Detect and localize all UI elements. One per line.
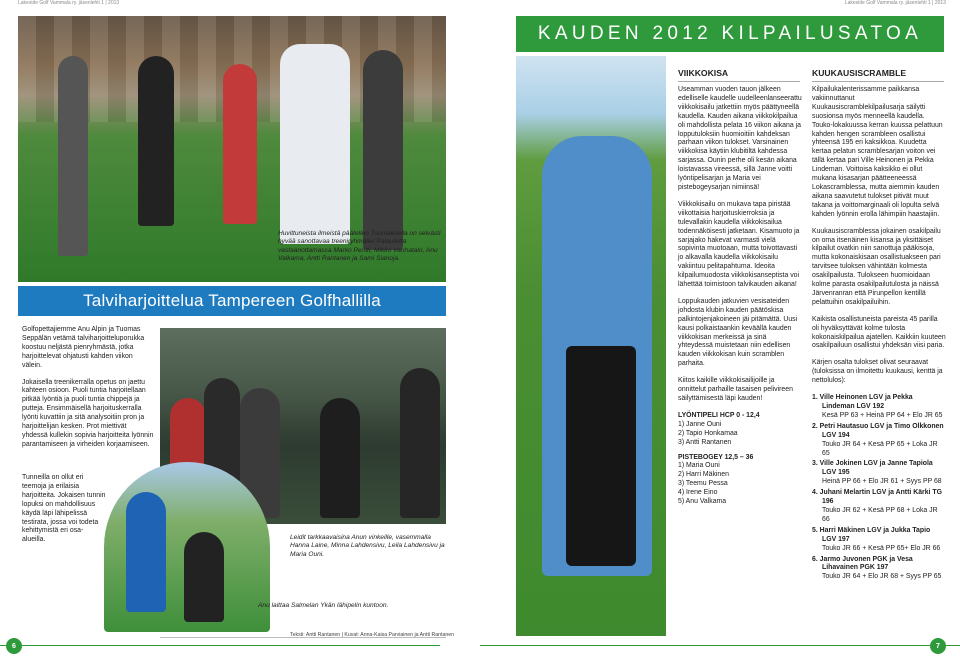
viikkokisa-paragraph-1: Useamman vuoden tauon jälkeen edelliselle kaudelle uudelleenlanseerattu viikkokisailu jatkettiin myös päättyneellä kaudella. Kauden aikana viikkokilpailua oli mahdollista pelata 16 viikon aikana ja lopputuloksiin huomioitiin kahdeksan parhaan viikon tulokset. Varsinainen viikkokisa käytiin klubitiltä kahdessa sarjassa. Ounin perhe oli kesän aikana loistavassa vireessä, sillä Janne voitti lyöntipelisarjan ja Maria vei pistebogeysarjan nimiinsä! [678, 86, 802, 191]
article-body [22, 326, 154, 458]
lyontipeli-heading: LYÖNTIPELI HCP 0 - 12,4 [678, 411, 760, 419]
result-item: 2) Harri Mäkinen [678, 471, 729, 479]
result-detail: Heinä PP 66 + Elo JR 61 + Syys PP 68 [822, 478, 942, 486]
result-item: 2) Tapio Honkamaa [678, 429, 738, 437]
scramble-result-row [812, 423, 946, 459]
viikkokisa-body [678, 86, 802, 507]
result-names: Petri Hautasuo LGV ja Timo Olkkonen LGV 194 [819, 422, 944, 439]
result-rank: 5. [812, 526, 818, 534]
page-header-left: Lakeside Golf Vammala ry. jäsenlehti 1 | 2013 [18, 0, 120, 6]
result-names: Ville Heinonen LGV ja Pekka Lindeman LGV 192 [819, 394, 913, 410]
scramble-result-row [812, 460, 946, 487]
article-intro: Golfopettajiemme Anu Alpin ja Tuomas Seppälän vetämä talviharjoitteluporukka koostuu neljästä pienryhmästä, jotka harjoittelevat ohjatusti kahden viikon välein. [22, 326, 145, 369]
article-paragraph-3: Tunneilla on ollut eri teemoja ja erilaisia harjoitteita. Jokaisen tunnin lopuksi on mahdollisuus käydä läpi lähipelissä testirata, jossa voi todeta kehittymistä eri osa-alueilla. [22, 474, 106, 544]
scramble-result-row [812, 556, 946, 583]
result-detail: Touko JR 64 + Elo JR 68 + Syys PP 65 [822, 573, 942, 581]
photo-credits: Teksti: Antti Rantanen | Kuvat: Anna-Kaisa Parviainen ja Antti Rantanen [290, 632, 454, 638]
scramble-results [812, 394, 946, 582]
article-title: Talviharjoittelua Tampereen Golfhallilla [18, 286, 446, 316]
page-header-right: Lakeside Golf Vammala ry. jäsenlehti 1 | 2013 [844, 0, 946, 6]
scramble-body [812, 86, 946, 584]
result-rank: 3. [812, 460, 818, 468]
scramble-result-row [812, 489, 946, 525]
scramble-result-row [812, 527, 946, 554]
putting-practice-photo [104, 462, 270, 632]
result-names: Juhani Melartin LGV ja Antti Kärki TG 196 [819, 489, 942, 506]
result-rank: 1. [812, 394, 818, 402]
season-results-banner: KAUDEN 2012 KILPAILUSATOA [516, 16, 944, 52]
result-item: 1) Maria Ouni [678, 462, 720, 470]
result-rank: 2. [812, 422, 818, 430]
scramble-heading: KUUKAUSISCRAMBLE [812, 68, 944, 82]
scramble-paragraph-2: Kuukausiscramblessa jokainen osakilpailu on oma itsenäinen kisansa ja yksittäiset kilpailut ovatkin niin sanottuja pääkisoja, mutta kokonaiskisaan osallistuakseen pari tarvitsee tuloksen vähintään kolmesta osakilpailusta. Tulokseen huomioidaan kolme parasta osakilpailutulosta ja näissä Järvenranran että Pirunpellon kentillä pelattuihin osakilpailuihin. [812, 227, 941, 306]
page-number-right: 7 [930, 638, 946, 654]
result-detail: Touko JR 66 + Kesä PP 65+ Elo JR 66 [822, 544, 941, 552]
result-rank: 4. [812, 489, 818, 497]
result-names: Harri Mäkinen LGV ja Jukka Tapio LGV 197 [819, 526, 931, 543]
viikkokisa-heading: VIIKKOKISA [678, 68, 800, 82]
result-names: Jarmo Juvonen PGK ja Vesa Lihavainen PGK 197 [819, 555, 913, 572]
viikkokisa-paragraph-2: Viikkokisailu on mukava tapa piristää viikottaisia harjoituskierroksia ja tulevallakin kaudella viikkokisailua todennäköisesti jatketaan. Kisamuoto ja sarjajako hakevat varmasti vielä sopivinta muotoaan, mutta toivottavasti jo alkavalla kaudella viikkokisailu vakiintuu pelitapahtuma. Ideoita kilpailumuodosta viikkokisanseptista voi lähettää toimistoon talvikauden aikana! [678, 200, 800, 289]
result-detail: Touko JR 64 + Kesä PP 65 + Loka JR 65 [822, 440, 938, 457]
footer-rule-right [480, 645, 960, 646]
result-rank: 6. [812, 555, 818, 563]
pistebogey-heading: PISTEBOGEY 12,5 – 36 [678, 453, 754, 461]
scramble-result-row [812, 394, 946, 421]
pistebogey-results [678, 462, 802, 507]
viikkokisa-paragraph-3: Loppukauden jatkuvien vesisateiden johdosta klubin kauden päätöskisa palkintojenjakoineen jäi pitämättä. Uusi kausi polkaistaankin keväällä kauden viikkokisan merkeissä ja sinä yhteydessä muistetaan niin edellisen kauden viikkokisan kuin scramblen parhaita. [678, 297, 798, 368]
scramble-paragraph-1: Kilpailukalenterissamme paikkansa vakiinnuttanut Kuukausiscramblekilpailusarja säilytti suosionsa myös menneellä kaudella. Touko-lokakuussa kerran kuussa pelattuun kahden hengen scrambleen osallistui yhteensä 195 eri kaksikkoa. Kuudetta kertaa pelatun scramblesarjan voiton vei tällä kertaa pari Ville Heinonen ja Pekka Lindeman. Voittoisa kaksikko ei ollut mukana kisasarjan päätteeneessä Lokascramblessa, mutta aiemmin kauden aikana saavutetut tulokset pitivät muut takana ja voittomarginaali oli lopulta selvä kahden lyönnin erolla lähimpiin haastajiin. [812, 86, 943, 218]
ladies-photo-caption: Leidit tarkkaavaisina Anun vinkeille, vasemmalla Hanna Laine, Minna Lahdensivu, Leila Lahdensivu ja Maria Ouni. [290, 534, 445, 558]
putting-photo-caption: Anu laittaa Salmelan Ykän lähipelin kuntoon. [258, 602, 389, 609]
result-item: 3) Antti Rantanen [678, 438, 732, 446]
result-item: 5) Anu Valkama [678, 498, 727, 506]
article-paragraph: Jokaisella treenikerralla opetus on jaettu kahteen osioon. Puoli tuntia harjoitellaan pitkää lyöntiä ja puoli tuntia chippejä ja putteja. Ensimmäisellä harjoituskerralla lyönti kuvattiin ja sitä analysoitiin pron ja harjoittelijan kesken. Prot miettivät yhdessä kullekin sopivia harjoitteita lyönnin parantamiseen ja virheiden korjaamiseen. [22, 378, 154, 448]
golf-hall-photo-caption: Huvittuneista ilmeistä päätellen Tuomaksella on selvästi hyvää sanottavaa treeniryhmälle! Palautetta vastaanottamassa Marko Peritti, Mikko Vanhatalo, Anu Valkama, Antti Rantanen ja Sami Sianoja. [278, 230, 441, 262]
page-number-left: 6 [6, 638, 22, 654]
result-item: 3) Teemu Pessa [678, 480, 728, 488]
result-item: 4) Irene Eino [678, 489, 718, 497]
result-detail: Touko JR 62 + Kesä PP 68 + Loka JR 66 [822, 506, 938, 523]
result-item: 1) Janne Ouni [678, 420, 722, 428]
result-detail: Kesä PP 63 + Heinä PP 64 + Elo JR 65 [822, 411, 943, 419]
result-names: Ville Jokinen LGV ja Janne Tapiola LGV 195 [819, 460, 933, 477]
footer-rule-left [0, 645, 440, 646]
golfer-swing-photo [516, 56, 666, 636]
lyontipeli-results [678, 421, 802, 448]
scramble-paragraph-3: Kaikista osallistuneista pareista 45 parilla oli hyväksyttävät kolme tulosta kokonaiskilpailua ajatellen. Kaikkiin kuuteen osakilpailuun osallistui yhdeksän viisi paria. [812, 315, 946, 350]
viikkokisa-paragraph-4: Kiitos kaikille viikkokisailijoille ja onnittelut parhaille tasaisen pelivireen säilyttämisestä läpi kauden! [678, 377, 793, 402]
scramble-paragraph-4: Kärjen osalta tulokset olivat seuraavat (tuloksissa on ilmoitettu kuukausi, kenttä ja nettolulos): [812, 359, 943, 385]
